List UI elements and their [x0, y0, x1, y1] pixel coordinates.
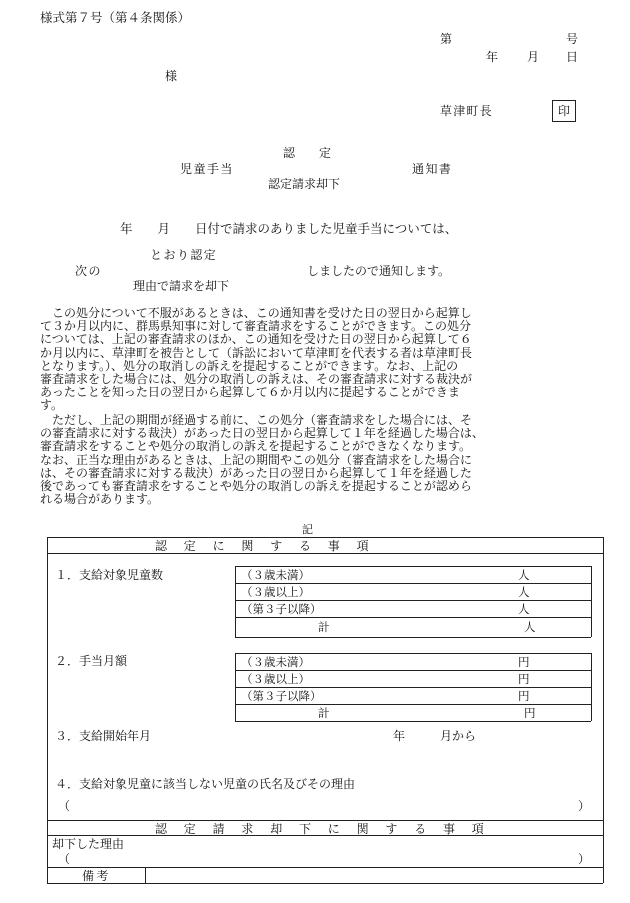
item2-label: ２．手当月額 — [55, 654, 128, 668]
intro-line: 年 月 日付で請求のありました児童手当については、 — [120, 221, 458, 236]
item1-row-over3-unit: 人 — [518, 585, 530, 599]
item1-row-third-child-unit: 人 — [518, 602, 530, 616]
addressee-honorific: 様 — [165, 69, 178, 83]
date-month: 月 — [527, 50, 540, 64]
official-seal: 印 — [552, 100, 576, 122]
ki-label: 記 — [302, 523, 313, 536]
item4-paren-close: ） — [578, 799, 591, 813]
number-suffix: 号 — [566, 32, 579, 46]
intro-tsugi: 次の — [75, 264, 102, 278]
reject-paren-close: ） — [578, 852, 591, 866]
item3-label: ３．支給開始年月 — [55, 729, 152, 743]
item2-total-label: 計 — [318, 706, 330, 720]
item2-total-unit: 円 — [524, 706, 536, 720]
item2-row-under3: （３歳未満） — [241, 655, 310, 669]
remarks-label: 備考 — [82, 869, 111, 883]
issuer-name: 草津町長 — [440, 104, 493, 118]
date-year: 年 — [486, 50, 499, 64]
item1-total-label: 計 — [318, 620, 330, 634]
item2-row-third-child: （第３子以降） — [241, 689, 322, 703]
intro-tail: しましたので通知します。 — [307, 264, 451, 278]
date-day: 日 — [566, 50, 579, 64]
form-number: 様式第７号（第４条関係） — [40, 10, 191, 25]
item4-paren-open: （ — [58, 799, 71, 813]
section-header-certify: 認 定 に 関 す る 事 項 — [155, 539, 372, 553]
title-certify: 認 定 — [283, 146, 332, 160]
item2-row-under3-unit: 円 — [518, 655, 530, 669]
item1-row-over3: （３歳以上） — [241, 585, 310, 599]
item4-label: ４．支給対象児童に該当しない児童の氏名及びその理由 — [55, 777, 356, 791]
item1-row-under3: （３歳未満） — [241, 568, 310, 582]
item3-year: 年 — [393, 729, 406, 743]
item1-label: １．支給対象児童数 — [55, 568, 164, 582]
section-header-reject: 認 定 請 求 却 下 に 関 す る 事 項 — [155, 822, 487, 836]
intro-option-reject: 理由で請求を却下 — [133, 279, 230, 293]
title-reject: 認定請求却下 — [268, 177, 341, 191]
appeal-paragraph-2: ただし、上記の期間が経過する前に、この処分（審査請求をした場合には、そ の審査請求に対する裁決）があった日の翌日から起算して１年を経過した場合は、 審査請求をすることや処分の取消しの訴えを提起することができなくなります。 なお、正当な理由があるときは、上記の期間やこの処分（審査請求をした場合に は、その審査請求に対する裁決）があった日の翌日から起算して１年を経過した 後であっても審査請求をすることや処分の取消しの訴えを提起することが認めら れる場合があります。 — [40, 413, 484, 507]
appeal-paragraph-1: この処分について不服があるときは、この通知書を受けた日の翌日から起算し て３か月以内に、群馬県知事に対して審査請求をすることができます。この処分 については、上記の審査請求のほか、この通知を受けた日の翌日から起算して６ か月以内に、草津町を被告として（訴訟において草津町を代表する者は草津町長 となります。）、処分の取消しの訴えを提起することができます。なお、上記の 審査請求をした場合には、処分の取消しの訴えは、その審査請求に対する裁決が あったことを知った日の翌日から起算して６か月以内に提起することができま す。 — [40, 306, 473, 413]
reject-paren-open: （ — [58, 852, 71, 866]
intro-option-certify: とおり認定 — [150, 248, 218, 262]
item3-month-from: 月から — [440, 729, 477, 743]
item2-row-over3-unit: 円 — [518, 672, 530, 686]
item1-row-third-child: （第３子以降） — [241, 602, 322, 616]
reject-reason-label: 却下した理由 — [52, 837, 125, 851]
title-child-allowance: 児童手当 — [180, 162, 234, 176]
item2-row-third-child-unit: 円 — [518, 689, 530, 703]
number-prefix: 第 — [440, 32, 453, 46]
title-notice: 通知書 — [412, 162, 453, 176]
item1-row-under3-unit: 人 — [518, 568, 530, 582]
item1-total-unit: 人 — [524, 620, 536, 634]
item2-row-over3: （３歳以上） — [241, 672, 310, 686]
